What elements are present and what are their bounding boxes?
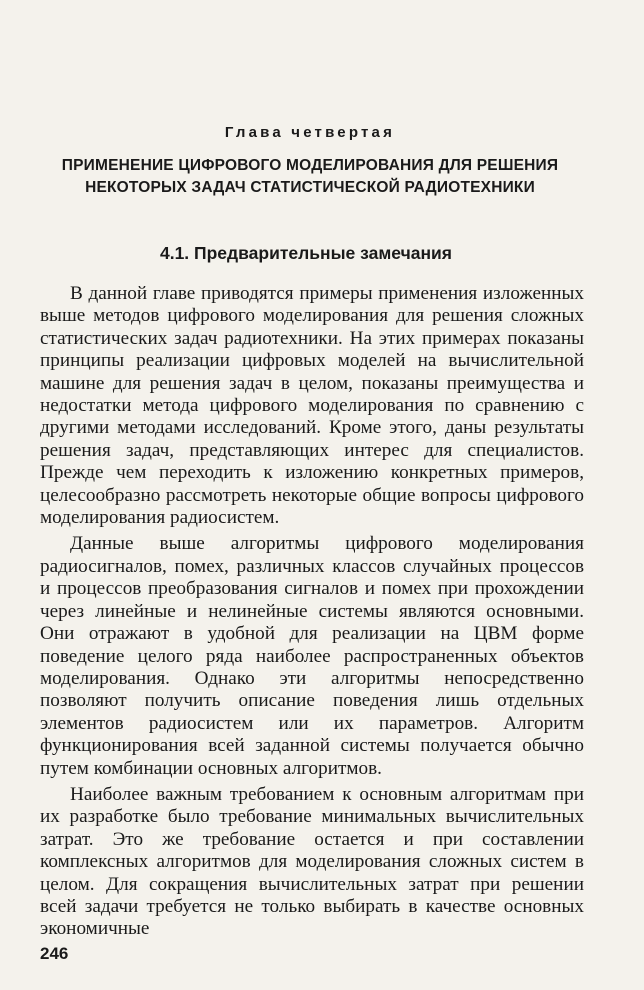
page-number: 246 [40, 944, 69, 963]
paragraph: Наиболее важным требованием к основным алгоритмам при их разработке было требование минимальных вычислительных затрат. Это же требование остается и при составлении комплексных алгоритмов для моделирования сложных систем в целом. Для сокращения вычислительных затрат при решении всей задачи требуется не только выбирать в качестве основных экономичные [40, 783, 584, 940]
section-title: 4.1. Предварительные замечания [159, 243, 453, 263]
chapter-title [36, 155, 584, 199]
paragraph: Данные выше алгоритмы цифрового моделирования радиосигналов, помех, различных классов случайных процессов и процессов преобразования сигналов и помех при прохождении через линейные и нелинейные системы являются основными. Они отражают в удобной для реализации на ЦВМ форме поведение целого ряда наиболее распространенных объектов моделирования. Однако эти алгоритмы непосредственно позволяют получить описание поведения лишь отдельных элементов радиосистем или их параметров. Алгоритм функционирования всей заданной системы получается обычно путем комбинации основных алгоритмов. [40, 533, 584, 779]
chapter-title-line-1: ПРИМЕНЕНИЕ ЦИФРОВОГО МОДЕЛИРОВАНИЯ ДЛЯ РЕШЕНИЯ [61, 157, 559, 174]
chapter-title-line-2: НЕКОТОРЫХ ЗАДАЧ СТАТИСТИЧЕСКОЙ РАДИОТЕХНИКИ [85, 179, 535, 196]
body-text [40, 283, 584, 945]
paragraph: В данной главе приводятся примеры применения изложенных выше методов цифрового моделирования для решения сложных статистических задач радиотехники. На этих примерах показаны принципы реализации цифровых моделей на вычислительной машине для решения задач в целом, показаны преимущества и недостатки метода цифрового моделирования по сравнению с другими методами исследований. Кроме этого, даны результаты решения задач, представляющих интерес для специалистов. Прежде чем переходить к изложению конкретных примеров, целесообразно рассмотреть некоторые общие вопросы цифрового моделирования радиосистем. [40, 283, 584, 529]
chapter-label: Глава четвертая [224, 124, 396, 141]
